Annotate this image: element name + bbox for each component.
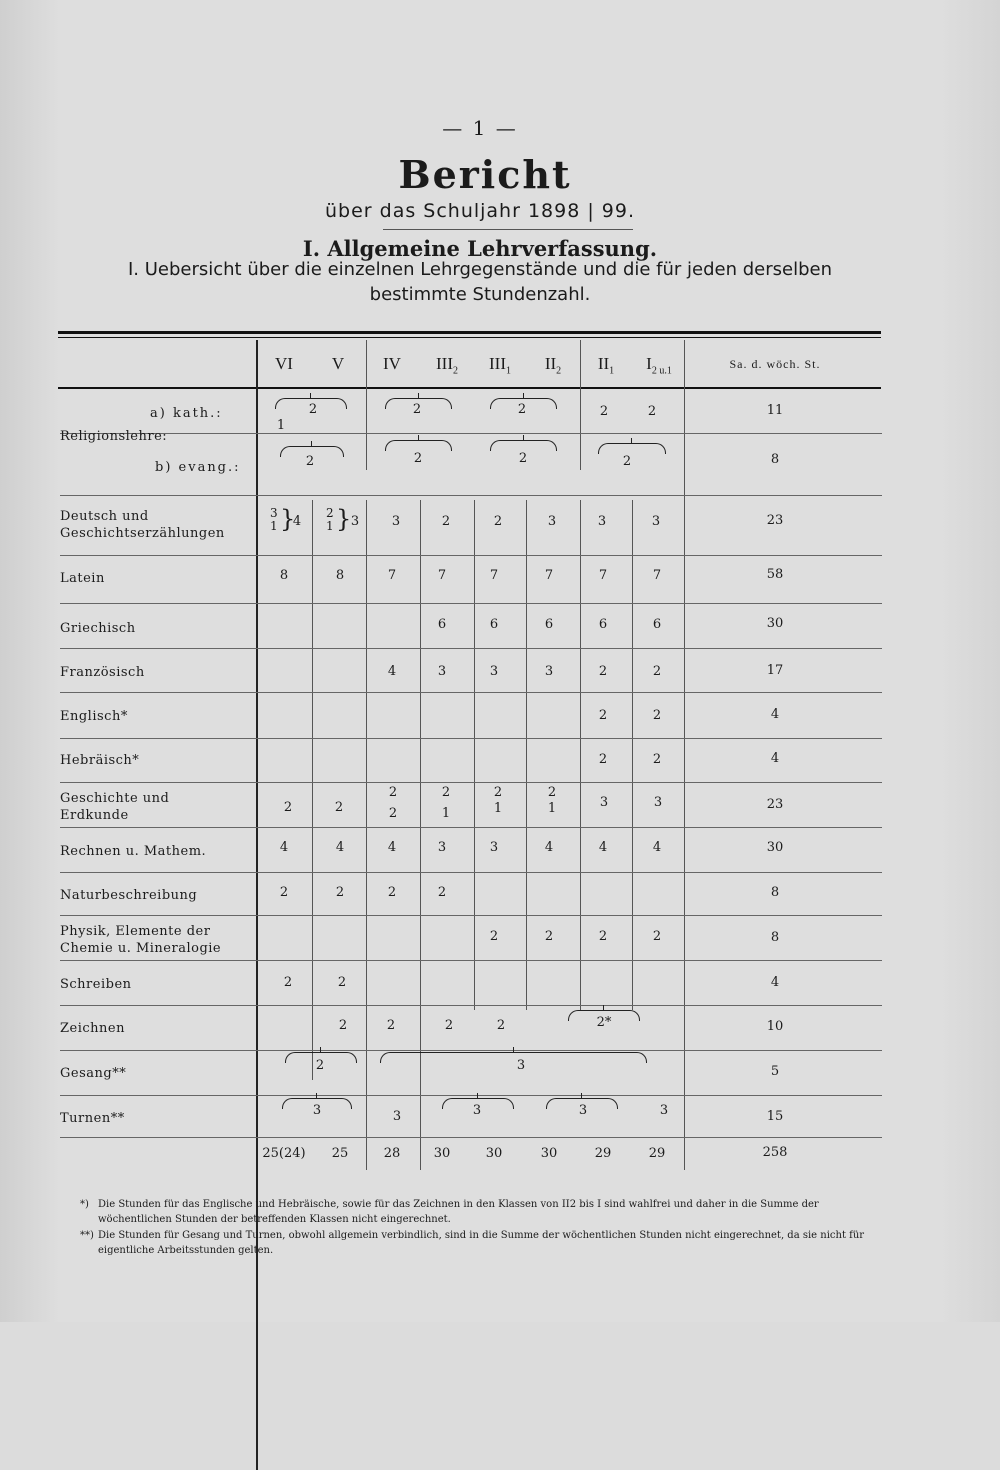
col-header-v: V	[331, 354, 345, 373]
cell-value: 4	[544, 840, 554, 855]
cell-value-bottom: 2	[388, 806, 398, 821]
deutsch-vi-split: 3 1	[270, 506, 278, 533]
cell-value: 2	[441, 514, 451, 529]
gesang-group: 2	[315, 1058, 325, 1073]
row-rule	[60, 1050, 882, 1051]
gesang-label: Gesang**	[60, 1066, 127, 1081]
row-total: 30	[766, 840, 784, 855]
cell-value: 3	[437, 664, 447, 679]
page-number: — 1 —	[442, 116, 518, 140]
cell-value: 2	[283, 800, 293, 815]
row-total: 17	[766, 663, 784, 678]
row-label: Latein	[60, 571, 105, 586]
group-brace	[385, 440, 452, 451]
cell-value: 7	[544, 568, 554, 583]
cell-value: 7	[387, 568, 397, 583]
cell-value-bottom: 1	[493, 801, 503, 816]
row-total: 4	[770, 751, 780, 766]
cell-value: 3	[599, 795, 609, 810]
cell-value: 4	[387, 840, 397, 855]
cell-value: 6	[652, 617, 662, 632]
cell-value: 2	[386, 1018, 396, 1033]
cell-value: 2	[338, 1018, 348, 1033]
footnote: *) Die Stunden für das Englische und Hebräische, sowie für das Zeichnen in den Klassen von II2 bis I sind wahlfrei und daher in die Summe der wöchentlichen Stunden der betreffenden Klassen nicht eingerechnet.	[80, 1199, 819, 1225]
row-total: 4	[770, 707, 780, 722]
religion-evang-total: 8	[770, 452, 780, 467]
row-rule	[60, 555, 882, 556]
deutsch-label: Deutsch und Geschichtserzählungen	[60, 509, 225, 541]
row-label: Französisch	[60, 665, 145, 680]
cell-value-top: 2	[547, 785, 557, 800]
cell-value: 2	[652, 664, 662, 679]
cell-value: 28	[383, 1146, 401, 1161]
col-header-iv: IV	[383, 354, 401, 373]
turnen-group: 3	[578, 1103, 588, 1118]
schreiben-total: 4	[770, 975, 780, 990]
cell-value: 2	[652, 929, 662, 944]
column-divider	[684, 390, 685, 1170]
cell-value-top: 2	[493, 785, 503, 800]
geschichte-total: 23	[766, 797, 784, 812]
cell-value: 7	[437, 568, 447, 583]
cell-value: 2	[283, 975, 293, 990]
page-title: Bericht	[398, 152, 572, 197]
col-header-iii1: $III_1$	[489, 354, 511, 377]
brace-icon: }	[280, 505, 296, 533]
religion-evang-group: 2	[413, 451, 423, 466]
cell-value: 2	[496, 1018, 506, 1033]
row-label: Griechisch	[60, 621, 136, 636]
cell-value: 25	[331, 1146, 349, 1161]
cell-value-bottom: 1	[441, 806, 451, 821]
cell-value: 30	[433, 1146, 451, 1161]
cell-value: 25(24)	[262, 1146, 306, 1161]
group-brace	[490, 440, 557, 451]
row-rule	[60, 915, 882, 916]
cell-value: 2	[387, 885, 397, 900]
physik-label: Physik, Elemente der Chemie u. Mineralogie	[60, 924, 222, 956]
cell-value: 4	[598, 840, 608, 855]
col-header-i: $I_{2 u.1}$	[646, 354, 672, 377]
row-rule	[60, 1137, 882, 1138]
cell-value: 29	[594, 1146, 612, 1161]
cell-value: 3	[653, 795, 663, 810]
cell-value: 6	[489, 617, 499, 632]
column-divider	[366, 340, 367, 470]
deutsch-v-split: 2 1	[326, 506, 334, 533]
table-top-rule	[58, 331, 881, 334]
row-rule	[60, 433, 882, 434]
group-brace	[598, 443, 666, 454]
cell-value: 29	[648, 1146, 666, 1161]
cell-value: 2	[598, 708, 608, 723]
footnote: **) Die Stunden für Gesang und Turnen, obwohl allgemein verbindlich, sind in die Summe der wöchentlichen Stunden nicht eingerechnet, da sie nicht für eigentliche Arbeitsstunden gelten.	[80, 1230, 865, 1256]
cell-value: 3	[489, 664, 499, 679]
row-rule	[60, 827, 882, 828]
religion-kath-group: 2	[412, 402, 422, 417]
header-bottom-rule	[58, 387, 881, 389]
column-divider	[526, 500, 527, 1010]
row-rule	[60, 1095, 882, 1096]
col-header-vi: VI	[275, 354, 293, 373]
row-total: 8	[770, 885, 780, 900]
zeichnen-group: 2*	[596, 1015, 612, 1030]
deutsch-v-sum: 3	[350, 514, 360, 529]
religion-label: Religionslehre:	[60, 429, 168, 444]
column-divider	[366, 500, 367, 1170]
table-caption-line1: I. Uebersicht über die einzelnen Lehrgegenstände und die für jeden derselben	[127, 259, 833, 280]
cell-value: 3	[597, 514, 607, 529]
zeichnen-total: 10	[766, 1019, 784, 1034]
row-rule	[60, 960, 882, 961]
cell-value: 3	[489, 840, 499, 855]
turnen-group: 3	[392, 1109, 402, 1124]
cell-value: 2	[437, 885, 447, 900]
gesang-total: 5	[770, 1064, 780, 1079]
row-rule	[60, 495, 882, 496]
cell-value: 7	[598, 568, 608, 583]
table-caption-line2: bestimmte Stundenzahl.	[369, 284, 591, 305]
row-rule	[60, 1005, 882, 1006]
cell-value: 2	[279, 885, 289, 900]
turnen-label: Turnen**	[60, 1111, 125, 1126]
gesang-group: 3	[516, 1058, 526, 1073]
cell-value: 2	[598, 752, 608, 767]
cell-value: 2	[598, 664, 608, 679]
religion-evang-group: 2	[622, 454, 632, 469]
col-header-total: Sa. d. wöch. St.	[729, 357, 821, 371]
row-label: Englisch*	[60, 709, 128, 724]
religion-kath-label: a) kath.:	[150, 406, 223, 421]
cell-value: 6	[598, 617, 608, 632]
cell-value: 6	[437, 617, 447, 632]
physik-total: 8	[770, 930, 780, 945]
religion-kath-group: 2	[308, 402, 318, 417]
cell-value: 7	[489, 568, 499, 583]
cell-value: 2	[652, 708, 662, 723]
zeichnen-label: Zeichnen	[60, 1021, 125, 1036]
cell-value-top: 2	[388, 785, 398, 800]
cell-value: 3	[547, 514, 557, 529]
row-total: 30	[766, 616, 784, 631]
row-rule	[60, 603, 882, 604]
schreiben-label: Schreiben	[60, 977, 132, 992]
cell-value: 3	[651, 514, 661, 529]
column-divider	[256, 340, 258, 1470]
cell-value: 30	[540, 1146, 558, 1161]
cell-value: 4	[335, 840, 345, 855]
row-rule	[60, 782, 882, 783]
row-total: 58	[766, 567, 784, 582]
cell-value: 2	[652, 752, 662, 767]
cell-value: 2	[544, 929, 554, 944]
cell-value: 8	[335, 568, 345, 583]
cell-value: 3	[544, 664, 554, 679]
row-rule	[60, 692, 882, 693]
row-label: Rechnen u. Mathem.	[60, 844, 207, 859]
religion-evang-group: 2	[305, 454, 315, 469]
cell-value: 6	[544, 617, 554, 632]
cell-value: 4	[279, 840, 289, 855]
school-year-subtitle: über das Schuljahr 1898 | 99.	[324, 200, 636, 222]
cell-value: 7	[652, 568, 662, 583]
cell-value: 30	[485, 1146, 503, 1161]
section-heading: I. Allgemeine Lehrverfassung.	[302, 236, 658, 261]
turnen-group: 3	[659, 1103, 669, 1118]
cell-value: 2	[334, 800, 344, 815]
religion-kath-total: 11	[766, 403, 784, 418]
deutsch-vi-sum: 4	[292, 514, 302, 529]
turnen-group: 3	[312, 1103, 322, 1118]
turnen-total: 15	[766, 1109, 784, 1124]
cell-value: 4	[652, 840, 662, 855]
cell-value: 2	[337, 975, 347, 990]
column-divider	[580, 500, 581, 1010]
religion-kath-i: 2	[647, 404, 657, 419]
cell-value: 2	[335, 885, 345, 900]
row-label: Hebräisch*	[60, 753, 140, 768]
cell-value: 2	[493, 514, 503, 529]
cell-value: 4	[387, 664, 397, 679]
religion-evang-group: 2	[518, 451, 528, 466]
subtitle-rule	[383, 229, 633, 230]
column-divider	[312, 500, 313, 1080]
religion-kath-group: 2	[517, 402, 527, 417]
grand-total: 258	[762, 1145, 788, 1160]
column-divider	[580, 340, 581, 470]
religion-kath-ii1: 2	[599, 404, 609, 419]
row-rule	[60, 872, 882, 873]
cell-value: 3	[437, 840, 447, 855]
religion-evang-label: b) evang.:	[155, 460, 241, 475]
table-top-rule-thin	[58, 337, 881, 338]
brace-icon: }	[336, 505, 352, 533]
deutsch-total: 23	[766, 513, 784, 528]
column-divider	[420, 500, 421, 1170]
row-rule	[60, 648, 882, 649]
cell-value: 2	[598, 929, 608, 944]
row-rule	[60, 738, 882, 739]
cell-value: 3	[391, 514, 401, 529]
cell-value: 8	[279, 568, 289, 583]
geschichte-label: Geschichte und Erdkunde	[60, 791, 170, 823]
cell-value-top: 2	[441, 785, 451, 800]
row-label: Naturbeschreibung	[60, 888, 198, 903]
religion-kath-sub-value: 1	[276, 418, 286, 433]
cell-value: 2	[489, 929, 499, 944]
column-divider	[684, 340, 685, 390]
col-header-ii2: $II_2$	[544, 354, 562, 377]
col-header-iii2: $III_2$	[436, 354, 458, 377]
cell-value-bottom: 1	[547, 801, 557, 816]
cell-value: 2	[444, 1018, 454, 1033]
column-divider	[474, 500, 475, 1010]
column-divider	[632, 500, 633, 1010]
col-header-ii1: $II_1$	[597, 354, 615, 377]
turnen-group: 3	[472, 1103, 482, 1118]
